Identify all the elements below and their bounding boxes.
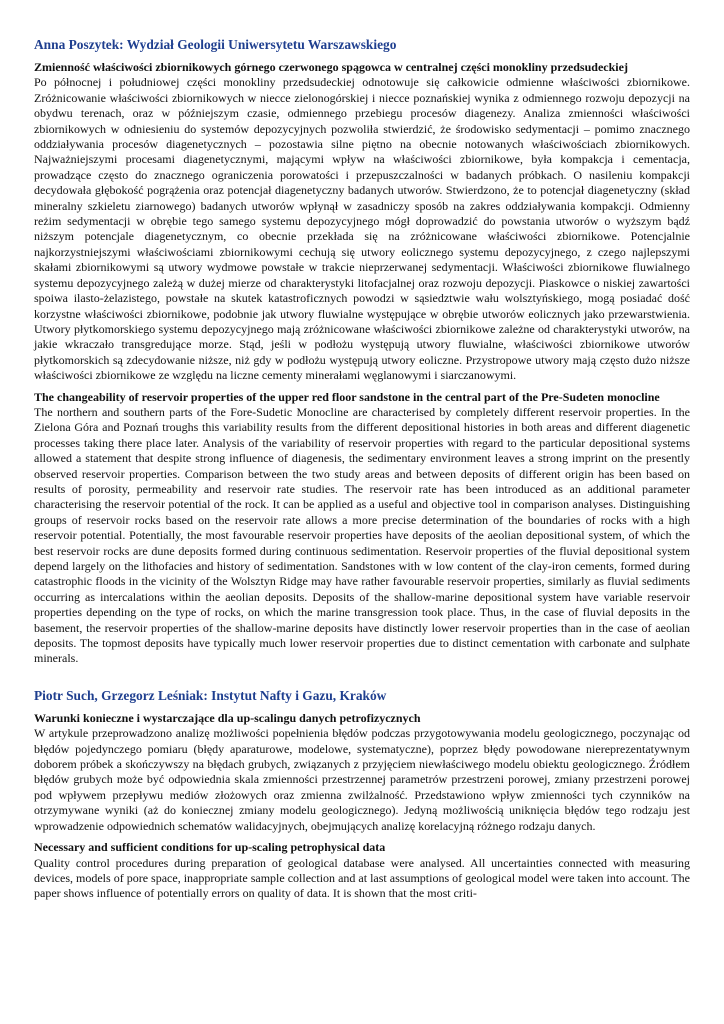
polish-abstract-text: W artykule przeprowadzono analizę możliwości popełnienia błędów podczas przygotowywania modelu geologicznego, poczynając od błędów pojedynczego pomiaru (błędy aparaturowe, modelowe, systematyczne), poprzez błędy powodowane niereprezentatywnym doborem próbek a skończywszy na błędach grubych, związanych z przyjęciem niewłaściwego modelu obiektu geologicznego. Źródłem błędów grubych może być odpowiednia skala zmienności przestrzennej parametrów przestrzeni porowej, zmiany przestrzeni porowej pod wpływem przepływu mediów złożowych oraz zmienna zwilżalność. Przedstawiono wpływ zmienności tych czynników na otrzymywane wyniki (aż do koniecznej zmiany modelu geologicznego). Jedyną możliwością uniknięcia błędów tego rodzaju jest wprowadzenie odpowiednich schematów walidacyjnych, obejmujących analizę korelacyjną różnego rodzaju danych. — [34, 726, 690, 833]
abstract-section — [34, 687, 690, 902]
polish-abstract-title: Zmienność właściwości zbiornikowych górnego czerwonego spągowca w centralnej części monokliny przedsudeckiej — [34, 60, 628, 74]
document-page — [34, 36, 690, 902]
english-abstract-text: Quality control procedures during preparation of geological database were analysed. All uncertainties connected with measuring devices, models of pore space, inappropriate sample collection and at last assumptions of geological model were taken into account. The paper shows influence of potentially errors on quality of data. It is shown that the most criti- — [34, 855, 690, 901]
author-affiliation-heading: Piotr Such, Grzegorz Leśniak: Instytut Nafty i Gazu, Kraków — [34, 687, 387, 703]
polish-abstract-title: Warunki konieczne i wystarczające dla up-scalingu danych petrofizycznych — [34, 710, 421, 725]
author-affiliation-heading: Anna Poszytek: Wydział Geologii Uniwersytetu Warszawskiego — [34, 37, 397, 52]
english-abstract-title: The changeability of reservoir properties of the upper red floor sandstone in the central part of the Pre-Sudeten monocline — [34, 389, 660, 404]
polish-abstract-text: Po północnej i południowej części monokliny przedsudeckiej odnotowuje się całkowicie odmienne właściwości zbiornikowe. Zróżnicowanie właściwości zbiornikowych w niecce zielonogórskiej i niecce poznańskiej wynika z odmiennego rozwoju depozycji na obydwu terenach, oraz w późniejszym czasie, odmiennego przebiegu procesów diagenezy. Analiza zmienności właściwości zbiornikowych w odniesieniu do systemów depozycyjnych pozwoliła stwierdzić, że środowisko sedymentacji – pomimo znacznego oddziaływania procesów diagenetycznych – pozostawia silne piętno na obecnie notowanych właściwościach zbiornikowych. Najważniejszymi procesami diagenetycznymi, mającymi wpływ na właściwości zbiornikowe, była kompakcja i cementacja, prowadzące często do znacznego ograniczenia porowatości i przepuszczalności w badanych próbkach. O nasileniu kompakcji decydowała głębokość pogrążenia oraz potencjał diagenetyczny badanych utworów. Stwierdzono, że to potencjał diagenetyczny (skład mineralny szkieletu ziarnowego) badanych utworów wpłynął w zasadniczy sposób na zakres oddziaływania kompakcji. Odmienny reżim sedymentacji w obrębie tego samego systemu depozycyjnego mógł doprowadzić do powstania utworów o wyższym bądź niższym potencjale diagenetycznym, co obecnie przekłada się na zróżnicowane właściwości zbiornikowe. Potencjalnie najkorzystniejszymi właściwościami zbiornikowymi cechują się utwory eolicznego systemu depozycyjnego, z czego najlepszymi skałami zbiornikowymi są utwory wydmowe powstałe w trakcie nieprzerwanej sedymentacji. Właściwości zbiornikowe fluwialnego systemu depozycyjnego zależą w dużej mierze od charakterystyki litofacjalnej oraz rozwoju depozycji. Piaskowce o niskiej zawartości spoiwa ilasto-żelazistego, powstałe na skutek katastroficznych powodzi w sąsiedztwie wału wolsztyńskiego, mogą posiadać dość korzystne właściwości zbiornikowe, podobnie jak utwory fluwialne występujące w obrębie utworów eolicznych jako przewarstwienia. Utwory płytkomorskiego systemu depozycyjnego mają zróżnicowane właściwości zbiornikowe zależne od charakterystyki utworów, na jakie wkraczało transgredujące morze. Stąd, jeśli w podłożu występują utwory fluwialne, właściwości zbiornikowe utworów płytkomorskich są zdecydowanie niższe, niż gdy w podłożu występują utwory eoliczne. Przystropowe utwory mają często dużo niższe właściwości zbiornikowe ze względu na liczne cementy minerałami węglanowymi i siarczanowymi. — [34, 75, 690, 383]
abstract-section — [34, 36, 690, 667]
english-abstract-text: The northern and southern parts of the Fore-Sudetic Monocline are characterised by completely different reservoir properties. In the Zielona Góra and Poznań troughs this variability results from the different depositional histories in both areas and different diagenetic processes taking there place later. Analysis of the variability of reservoir properties with regard to the particular depositional systems allowed a statement that despite strong influence of diagenesis, the sedimentary environment leaves a strong imprint on the presently observed reservoir properties. Comparison between the two study areas and between deposits of different origin has been based on results of porosity, permeability and reservoir rate studies. The reservoir rate has been introduced as an additional parameter characterising the reservoir potential of the rock. It can be applied as a useful and objective tool in comparison analyses. Distinguishing groups of reservoir rocks based on the reservoir rate allows a more precise determination of the boundaries of rocks with a high reservoir potential. Potentially, the most favourable reservoir properties have deposits of the aeolian depositional system, of which the best reservoir rocks are dune deposits formed during continuous sedimentation. Reservoir properties of the fluvial depositional system depend largely on the lithofacies and history of sedimentation. Sandstones with w low content of the clay-iron cements, formed during catastrophic floods in the vicinity of the Wolsztyn Ridge may have rather favourable reservoir properties, similarly as fluvial sediments occurring as intercalations within the aeolian deposits. Deposits of the shallow-marine depositional system have variable reservoir properties depending on the type of rocks, on which the marine transgression took place. Thus, in the case of fluvial deposits in the basement, the reservoir properties of the shallow-marine deposits have distinctly lower reservoir properties than in the case of aeolian deposits. The topmost deposits have typically much lower reservoir properties due to distinct cementation with carbonate and sulphate minerals. — [34, 404, 690, 666]
english-abstract-title: Necessary and sufficient conditions for up-scaling petrophysical data — [34, 840, 386, 855]
